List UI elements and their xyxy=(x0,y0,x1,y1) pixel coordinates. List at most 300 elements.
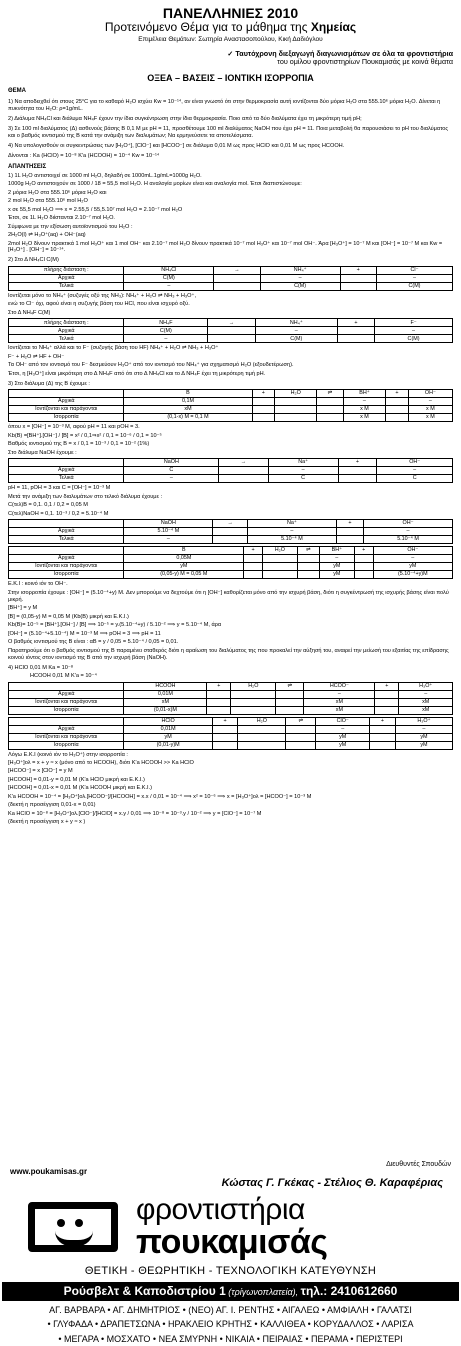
table-cell: → xyxy=(219,459,268,467)
text-line: [OH⁻] = (5.10⁻⁴+5.10⁻⁴) M = 10⁻³ M ⟹ pOH = 3 ⟹ pH = 11 xyxy=(8,630,161,637)
website-link[interactable]: www.poukamisas.gr xyxy=(10,1167,88,1176)
table-cell: – xyxy=(260,274,340,282)
table-cell: B xyxy=(124,390,252,398)
table-row xyxy=(9,698,453,706)
table-header-row xyxy=(9,319,453,327)
brand-logo xyxy=(28,1192,461,1261)
text-line: C(τελ)B = 0,1. 0,1 / 0,2 = 0,05 M xyxy=(8,502,88,509)
table-cell xyxy=(286,725,316,733)
table-cell xyxy=(208,327,256,335)
table-cell xyxy=(207,706,231,714)
table-cell: – xyxy=(316,725,370,733)
section-heading: ΟΞΕΑ – ΒΑΣΕΙΣ – ΙΟΝΤΙΚΗ ΙΣΟΡΡΟΠΙΑ xyxy=(147,72,314,83)
text-line: pH = 11, pOH = 3 και C = [OH⁻] = 10⁻³ M xyxy=(8,485,111,492)
table-cell xyxy=(262,571,297,579)
table-cell: (0,1-x) M = 0,1 M xyxy=(124,414,252,422)
table-cell: OH⁻ xyxy=(364,520,453,528)
question-4: 4) Να υπολογισθούν οι συγκεντρώσεις των [H₃O⁺], [ClO⁻] και [HCOO⁻] σε διάλυμα 0,01 M ως προς HClO και 0,01 M ως προς HCOOH. xyxy=(8,142,345,149)
table-cell xyxy=(9,547,124,555)
table-cell xyxy=(370,733,396,741)
table-row xyxy=(9,475,453,483)
table-cell: – xyxy=(376,274,452,282)
table-cell xyxy=(9,520,124,528)
text-line: Ο βαθμός ιοντισμού της B είναι : αB = y / 0,05 = 5.10⁻⁴ / 0,05 = 0,01. xyxy=(8,639,179,646)
table-cell: C xyxy=(268,475,338,483)
table-cell: 5.10⁻⁴ M xyxy=(124,528,213,536)
text-line: 1000g H₂O αντιστοιχούν σε 1000 / 18 = 55,5 mol H₂O. Η αναλογία μορίων είναι και αναλογία mol. Έτσι διαπιστώνουμε: xyxy=(8,181,302,188)
table-cell: + xyxy=(244,547,263,555)
directors-label: Διευθυντές Σπουδών xyxy=(386,1161,451,1168)
text-line: [HCOOH] = 0,01-y = 0,01 M (K'a HClO μικρή και Ε.Κ.Ι.) xyxy=(8,776,145,783)
text-line: (δεκτή η προσέγγιση x + y ≈ x ) xyxy=(8,819,86,826)
smiley-logo-icon xyxy=(28,1202,118,1252)
table-cell: x M xyxy=(408,414,452,422)
answer-4-table-2 xyxy=(8,717,453,750)
table-cell: Cl⁻ xyxy=(376,266,452,274)
table-row xyxy=(9,706,453,714)
table-row xyxy=(9,274,453,282)
address-bar xyxy=(2,1282,459,1301)
table-cell: yM xyxy=(319,563,354,571)
table-cell: – xyxy=(255,327,337,335)
table-cell: H₂O xyxy=(275,390,317,398)
table-cell: xM xyxy=(124,698,207,706)
text-line: Kb(B)= 10⁻⁵ = [BH⁺].[OH⁻] / [B] ⟹ 10⁻⁵ = y.(5.10⁻⁴+y) / 5.10⁻² ⟹ y = 5.10⁻⁴ M, άρα xyxy=(8,622,222,629)
table-cell xyxy=(214,282,260,290)
table-cell: NaOH xyxy=(124,459,219,467)
table-cell xyxy=(276,690,304,698)
table-cell: B xyxy=(124,547,244,555)
table-cell: H₂O xyxy=(262,547,297,555)
table-cell: – xyxy=(343,398,386,406)
table-cell: Ισορροπία xyxy=(9,741,124,749)
answer-3-text xyxy=(8,424,453,456)
text-line: F⁻ + H₂O ⇌ HF + OH⁻ xyxy=(8,353,65,360)
table-cell xyxy=(336,528,363,536)
table-cell: Αρχικά xyxy=(9,690,124,698)
text-line: Λόγω Ε.Κ.Ι (κοινό ιόν το H₃O⁺) στην ισορροπία : xyxy=(8,751,128,758)
note-line: του ομίλου φροντιστηρίων Πουκαμισάς με κοινά θέματα xyxy=(277,57,453,67)
text-line: Βαθμός ιοντισμού της B = x / 0,1 = 10⁻³ / 0,1 = 10⁻² (1%) xyxy=(8,441,150,448)
table-cell xyxy=(244,571,263,579)
table-cell: Ιοντίζονται και παράγονται xyxy=(9,698,124,706)
answer-2-table-2 xyxy=(8,318,453,343)
brand-line-2: πουκαμισάς xyxy=(136,1222,328,1261)
text-line: [H₃O⁺]ολ = x + y ≈ x (μόνο από το HCOOH), διότι K'a HCOOH >> Ka HClO xyxy=(8,760,194,766)
answer-3-table-2 xyxy=(8,458,453,483)
table-cell xyxy=(375,706,399,714)
text-line: ενώ το Cl⁻ όχι, αφού είναι η συζυγής βάση του HCl, που είναι ισχυρό οξύ. xyxy=(8,301,190,308)
answer-2-table-1 xyxy=(8,266,453,291)
table-row xyxy=(9,690,453,698)
table-row xyxy=(9,555,453,563)
table-cell xyxy=(354,563,373,571)
table-cell: yM xyxy=(316,741,370,749)
table-cell: + xyxy=(336,520,363,528)
table-row xyxy=(9,406,453,414)
table-cell: xM xyxy=(124,406,252,414)
table-cell: + xyxy=(386,390,409,398)
table-row xyxy=(9,327,453,335)
table-header-row xyxy=(9,520,453,528)
table-cell: C(M) xyxy=(124,274,214,282)
brand-line-1: φροντιστήρια xyxy=(136,1192,305,1226)
table-cell: NH₄F xyxy=(124,319,208,327)
table-cell: ⇌ xyxy=(286,717,316,725)
editors-line: Επιμέλεια Θεμάτων: Σωτηρία Αναστασοπούλου, Κική Δαδιόγλου xyxy=(138,35,323,43)
table-cell: C(M) xyxy=(255,335,337,343)
table-row xyxy=(9,528,453,536)
text-line: Ka HClO = 10⁻⁸ = [H₃O⁺]ολ.[ClO⁻]/[HClO] = x.y / 0,01 ⟹ 10⁻⁸ = 10⁻³.y / 10⁻² ⟹ y = [ClO⁻] = 10⁻⁷ M xyxy=(8,810,262,817)
table-cell: (0,05-y) M = 0,05 M xyxy=(124,571,244,579)
table-cell xyxy=(354,555,373,563)
text-line: (δεκτή η προσέγγιση 0,01-x = 0,01) xyxy=(8,802,96,809)
table-cell: + xyxy=(212,717,238,725)
text-line: Έτσι, η [H₃O⁺] είναι μικρότερη στο Δ NH₄F από ότι στο Δ NH₄Cl και το Δ NH₄F έχει τη μικρότερη τιμή pH. xyxy=(8,370,266,377)
table-cell: → xyxy=(208,319,256,327)
table-cell: Αρχικά xyxy=(9,327,124,335)
table-row xyxy=(9,733,453,741)
table-cell: Αρχικά xyxy=(9,725,124,733)
question-2: 2) Διάλυμα NH₄Cl και διάλυμα NH₄F έχουν την ίδια συγκέντρωση στην ίδια θερμοκρασία. Ποιο από τα δύο διαλύματα έχει τη μικρότερη τιμή pH; xyxy=(8,115,362,122)
table-cell: yM xyxy=(316,733,370,741)
text-line: ΑΓ. ΒΑΡΒΑΡΑ • ΑΓ. ΔΗΜΗΤΡΙΟΣ • (ΝΕΟ) ΑΓ. Ι. ΡΕΝΤΗΣ • ΑΙΓΑΛΕΩ • ΑΜΦΙΑΛΗ • ΓΑΛΑΤΣΙ xyxy=(49,1304,412,1315)
text-line: Στην ισορροπία έχουμε : [OH⁻] = (5.10⁻⁴+y) M. Δεν μπορούμε να δεχτούμε ότι η [OH⁻] καθορίζεται μόνο από την ισχυρή βάση, διότι η συγκέντρωσή της ισχυρής βάσης είναι πολύ μικρή. xyxy=(8,589,449,603)
table-cell: ⇌ xyxy=(297,547,319,555)
text-line: όπου x = [OH⁻] = 10⁻³ M, αφού pH = 11 και pOH = 3. xyxy=(8,424,140,431)
table-cell xyxy=(212,725,238,733)
table-cell: + xyxy=(354,547,373,555)
table-cell: C(M) xyxy=(375,335,453,343)
table-cell xyxy=(212,733,238,741)
table-cell xyxy=(375,698,399,706)
table-cell: – xyxy=(268,467,338,475)
address: Ρούσβελτ & Καποδιστρίου 1 xyxy=(63,1283,226,1298)
table-cell: x M xyxy=(408,406,452,414)
table-cell: (5.10⁻⁴+y)M xyxy=(373,571,452,579)
table-row xyxy=(9,398,453,406)
table-cell: + xyxy=(337,319,374,327)
table-cell: Τελικά xyxy=(9,335,124,343)
table-cell xyxy=(238,725,286,733)
text-line: [HCOO⁻] = x [ClO⁻] = y M xyxy=(8,768,73,775)
table-cell xyxy=(238,741,286,749)
table-cell xyxy=(297,563,319,571)
table-cell: xM xyxy=(399,706,453,714)
table-cell xyxy=(244,555,263,563)
table-cell: Τελικά xyxy=(9,475,124,483)
table-cell: – xyxy=(124,475,219,483)
table-row xyxy=(9,741,453,749)
table-cell: – xyxy=(124,536,213,544)
table-cell xyxy=(262,555,297,563)
table-cell xyxy=(370,741,396,749)
table-cell: Na⁺ xyxy=(247,520,336,528)
page-subtitle xyxy=(8,21,453,34)
document-page xyxy=(0,5,461,1344)
answer-2-head: 2) Στο Δ NH₄Cl C(M) xyxy=(8,257,59,264)
table-cell: x M xyxy=(343,414,386,422)
table-cell: – xyxy=(395,725,452,733)
table-cell: OH⁻ xyxy=(377,459,453,467)
text-line: Έτσι, σε 1L H₂O διίστανται 2.10⁻⁷ mol H₂O. xyxy=(8,215,115,222)
footer-top xyxy=(0,1161,461,1177)
text-line: C(τελ)NaOH = 0,1. 10⁻³ / 0,2 = 5.10⁻⁴ M xyxy=(8,510,109,517)
table-cell: yM xyxy=(395,733,452,741)
table-cell: xM xyxy=(304,706,375,714)
table-cell: xM xyxy=(399,698,453,706)
text-line: • ΜΕΓΑΡΑ • ΜΟΣΧΑΤΟ • ΝΕΑ ΣΜΥΡΝΗ • ΝΙΚΑΙΑ • ΠΕΙΡΑΙΑΣ • ΠΕΡΑΜΑ • ΠΕΡΙΣΤΕΡΙ xyxy=(58,1333,403,1344)
table-cell: πλήρης διάσταση : xyxy=(9,319,124,327)
table-cell xyxy=(276,706,304,714)
table-cell: + xyxy=(375,682,399,690)
answer-3-head: 3) Στο διάλυμα (Δ) της B έχουμε : xyxy=(8,380,90,387)
answer-3-table-1 xyxy=(8,389,453,422)
table-cell xyxy=(252,398,275,406)
table-cell xyxy=(386,414,409,422)
table-cell: H₂O xyxy=(238,717,286,725)
table-cell: 5.10⁻⁴ M xyxy=(247,536,336,544)
table-cell xyxy=(276,698,304,706)
table-cell xyxy=(370,725,396,733)
table-cell: + xyxy=(338,459,377,467)
answer-3-text-2 xyxy=(8,485,453,517)
table-header-row xyxy=(9,547,453,555)
table-cell xyxy=(262,563,297,571)
table-cell xyxy=(212,741,238,749)
question-3: 3) Σε 100 ml διαλύματος (Δ) ασθενούς βάσης B 0,1 M με pH = 11, προσθέτουμε 100 ml διαλύματος NaOH που έχει pH = 11. Ποια μεταβολή θα παρουσιάσει το pH του διαλύματος και ο βαθμός ιοντισμού της B κατά την ανάμιξη των διαλυμάτων; Να ερμηνεύσετε τα αποτελέσματα. xyxy=(8,125,449,139)
table-row xyxy=(9,563,453,571)
table-cell: H₂O xyxy=(231,682,276,690)
text-line: • ΓΛΥΦΑΔΑ • ΔΡΑΠΕΤΣΩΝΑ • ΗΡΑΚΛΕΙΟ ΚΡΗΤΗΣ • ΚΑΛΛΙΘΕΑ • ΚΟΡΥΔΑΛΛΟΣ • ΛΑΡΙΣΑ xyxy=(47,1319,414,1330)
answer-2-text xyxy=(8,293,453,317)
table-cell: BH⁺ xyxy=(319,547,354,555)
footer xyxy=(0,1161,461,1344)
table-cell: Αρχικά xyxy=(9,467,124,475)
table-header-row xyxy=(9,682,453,690)
table-cell: – xyxy=(247,528,336,536)
table-cell: Αρχικά xyxy=(9,555,124,563)
table-cell: yM xyxy=(124,563,244,571)
table-cell: Αρχικά xyxy=(9,274,124,282)
table-cell xyxy=(340,274,376,282)
table-cell: – xyxy=(399,690,453,698)
table-cell: Τελικά xyxy=(9,282,124,290)
text-line: x σε 55,5 mol H₂O ⟹ x = 2.55,5 / 55,5.10⁷ mol H₂O = 2.10⁻⁷ mol H₂O xyxy=(8,206,183,213)
page-title: ΠΑΝΕΛΛΗΝΙΕΣ 2010 xyxy=(162,5,299,21)
text-line: 2 μόρια H₂O στα 555.10⁶ μόρια H₂O και xyxy=(8,189,107,196)
answer-3-conclusion xyxy=(8,581,453,661)
subtitle-prefix: Προτεινόμενο Θέμα για το μάθημα της xyxy=(104,20,311,35)
table-cell: 0,01M xyxy=(124,725,212,733)
table-cell xyxy=(231,706,276,714)
table-cell xyxy=(231,690,276,698)
table-cell: + xyxy=(370,717,396,725)
table-cell: H₃O⁺ xyxy=(399,682,453,690)
table-cell: Αρχικά xyxy=(9,398,124,406)
table-cell: HCOO⁻ xyxy=(304,682,375,690)
table-cell xyxy=(317,398,343,406)
text-line: Στο Δ NH₄F C(M) xyxy=(8,309,51,316)
question-1: 1) Να αποδειχθεί ότι στους 25°C για το καθαρό H₂O ισχύει Kw = 10⁻¹⁴, αν είναι γνωστό ότι στην θερμοκρασία αυτή ιοντίζονται δύο μόρια H₂O στα 555.10⁶ μόρια H₂O. Δίνεται η πυκνότητα του H₂O: ρ=1g/mL. xyxy=(8,98,441,112)
text-line: 2 mol H₂O στα 555.10⁶ mol H₂O xyxy=(8,198,88,205)
table-cell: – xyxy=(304,690,375,698)
table-cell: 0,01M xyxy=(124,690,207,698)
table-cell xyxy=(244,563,263,571)
text-line: Στο διάλυμα NaOH έχουμε : xyxy=(8,449,77,456)
text-line: [HCOOH] = 0,01-x = 0,01 M (K'a HCOOH μικρή και Ε.Κ.Ι.) xyxy=(8,785,152,792)
table-cell: H₃O⁺ xyxy=(395,717,452,725)
table-cell: F⁻ xyxy=(375,319,453,327)
answer-2-conclusion xyxy=(8,345,453,377)
table-cell: 5.10⁻⁴ M xyxy=(364,536,453,544)
branch-areas xyxy=(0,1304,461,1346)
table-cell: C xyxy=(377,475,453,483)
text-line: Ε.Κ.Ι : κοινό ιόν το OH⁻. xyxy=(8,581,68,588)
table-cell: yM xyxy=(124,733,212,741)
table-cell xyxy=(275,406,317,414)
table-cell: yM xyxy=(373,563,452,571)
table-cell: ClO⁻ xyxy=(316,717,370,725)
table-cell xyxy=(337,335,374,343)
table-cell: – xyxy=(377,467,453,475)
table-cell xyxy=(286,741,316,749)
table-cell xyxy=(337,327,374,335)
table-cell: OH⁻ xyxy=(373,547,452,555)
table-row xyxy=(9,725,453,733)
table-cell: ⇌ xyxy=(276,682,304,690)
table-cell: xM xyxy=(304,698,375,706)
table-cell: BH⁺ xyxy=(343,390,386,398)
text-line: Μετά την ανάμιξη των διαλυμάτων στο τελικό διάλυμα έχουμε : xyxy=(8,493,163,500)
table-cell: πλήρης διάσταση : xyxy=(9,266,124,274)
table-cell: Ιοντίζονται και παράγονται xyxy=(9,406,124,414)
table-cell xyxy=(207,698,231,706)
table-cell: + xyxy=(252,390,275,398)
table-cell xyxy=(9,390,124,398)
table-cell: Ιοντίζονται και παράγονται xyxy=(9,733,124,741)
table-cell xyxy=(231,698,276,706)
table-cell: Na⁺ xyxy=(268,459,338,467)
text-line: [BH⁺] = y M xyxy=(8,605,38,612)
answer-4-table-1 xyxy=(8,682,453,715)
answer-3-table-4 xyxy=(8,546,453,579)
table-cell xyxy=(275,398,317,406)
answer-3-table-3 xyxy=(8,519,453,544)
text-line: Τα OH⁻ από τον ιοντισμό του F⁻ δεσμεύουν H₃O⁺ από τον ιοντισμό του NH₄⁺ για σχηματισμό H₂O (εξουδετέρωση). xyxy=(8,362,294,369)
text-line: Παρατηρούμε ότι ο βαθμός ιοντισμού της B παραμένει σταθερός διότι η αραίωση του διαλύματος της που προκαλεί την αύξησή του, αναιρεί την μείωσή του εξαιτίας της επίδρασης κοινού ιόντος στον ιοντισμό της B από την ισχυρή βάση (NaOH). xyxy=(8,647,449,661)
text-line: Σύμφωνα με την εξίσωση αυτοϊοντισμού του H₂O : xyxy=(8,223,133,230)
text-line: K'a HCOOH = 10⁻⁴ = [H₃O⁺]ολ.[HCOO⁻]/[HCOOH] = x.x / 0,01 = 10⁻⁴ ⟹ x² = 10⁻⁶ ⟹ x = [H₃O⁺]ολ = [HCOO⁻] = 10⁻³ M xyxy=(8,793,312,800)
table-cell: + xyxy=(340,266,376,274)
tagline: ΘΕΤΙΚΗ - ΘΕΩΡΗΤΙΚΗ - ΤΕΧΝΟΛΟΓΙΚΗ ΚΑΤΕΥΘΥΝΣΗ xyxy=(84,1264,377,1277)
table-cell xyxy=(297,555,319,563)
table-row xyxy=(9,335,453,343)
answer-4-head-2: HCOOH 0,01 M K'a = 10⁻⁴ xyxy=(30,673,97,680)
table-cell: – xyxy=(124,282,214,290)
table-row xyxy=(9,414,453,422)
table-cell: NH₄⁺ xyxy=(260,266,340,274)
table-cell xyxy=(9,459,124,467)
question-4-given: Δίνονται : Ka (HClO) = 10⁻⁸ K'a (HCOOH) = 10⁻⁴ Kw = 10⁻¹⁴ xyxy=(8,152,160,159)
table-cell xyxy=(213,536,248,544)
address-note: (τρίγωνοπλατεία), xyxy=(225,1286,301,1297)
table-cell xyxy=(386,406,409,414)
text-line: 1) 1L H₂O αντιστοιχεί σε 1000 ml H₂O, δηλαδή σε 1000mL.1g/mL=1000g H₂O. xyxy=(8,172,202,179)
table-cell xyxy=(317,414,343,422)
table-cell: Τελικά xyxy=(9,536,124,544)
table-cell: NaOH xyxy=(124,520,213,528)
table-cell: 0,05M xyxy=(124,555,244,563)
table-cell: C(M) xyxy=(376,282,452,290)
text-line: [B] = (0,05-y) M = 0,05 M (Kb(B) μικρή και Ε.Κ.Ι.) xyxy=(8,613,129,620)
table-row xyxy=(9,467,453,475)
table-cell: C(M) xyxy=(260,282,340,290)
answer-4-head: 4) HClO 0,01 M Ka = 10⁻⁸ xyxy=(8,664,74,671)
table-cell xyxy=(214,274,260,282)
table-cell: Ιοντίζονται και παράγονται xyxy=(9,563,124,571)
table-cell xyxy=(386,398,409,406)
answer-4-conclusion xyxy=(8,752,453,827)
table-cell: – xyxy=(364,528,453,536)
table-cell: Ισορροπία xyxy=(9,414,124,422)
table-cell: C xyxy=(124,467,219,475)
table-cell: OH⁻ xyxy=(408,390,452,398)
table-cell: – xyxy=(373,555,452,563)
text-line: Kb(B) =[BH⁺].[OH⁻] / [B] = x² / 0,1⇒x² / 0,1 = 10⁻⁶ / 0,1 = 10⁻⁵ xyxy=(8,432,162,439)
table-row xyxy=(9,571,453,579)
table-cell: → xyxy=(213,520,248,528)
table-cell xyxy=(336,536,363,544)
table-cell xyxy=(317,406,343,414)
table-cell xyxy=(297,571,319,579)
table-header-row xyxy=(9,459,453,467)
table-cell xyxy=(9,682,124,690)
table-cell xyxy=(238,733,286,741)
note-line: ✓ Ταυτόχρονη διεξαγωγή διαγωνισμάτων σε όλα τα φροντιστήρια xyxy=(227,48,453,58)
table-cell xyxy=(338,467,377,475)
table-cell xyxy=(340,282,376,290)
table-cell: ⇌ xyxy=(317,390,343,398)
table-cell xyxy=(9,717,124,725)
table-cell xyxy=(252,414,275,422)
table-cell: Ισορροπία xyxy=(9,571,124,579)
table-cell: – xyxy=(124,335,208,343)
table-cell xyxy=(354,571,373,579)
table-cell xyxy=(375,690,399,698)
table-cell: yM xyxy=(395,741,452,749)
answer-1 xyxy=(8,173,453,255)
table-cell: – xyxy=(375,327,453,335)
table-cell: yM xyxy=(319,571,354,579)
phone: τηλ.: 2410612660 xyxy=(300,1283,398,1298)
table-cell: + xyxy=(207,682,231,690)
table-cell: x M xyxy=(343,406,386,414)
table-cell: → xyxy=(214,266,260,274)
table-cell: 0,1M xyxy=(124,398,252,406)
text-line: 2H₂O(l) ⇌ H₃O⁺(aq) + OH⁻(aq) xyxy=(8,232,86,239)
subtitle-subject: Χημείας xyxy=(310,20,357,35)
table-cell xyxy=(208,335,256,343)
table-cell xyxy=(219,475,268,483)
text-line: 2mol H₂O δίνουν πρακτικά 1 mol H₃O⁺ και 1 mol OH⁻ και 2.10⁻⁷ mol H₂O δίνουν πρακτικά 10⁻⁷ mol H₃O⁺ και 10⁻⁷ mol OH⁻. Άρα [H₃O⁺] = 10⁻⁷ M και [OH⁻] = 10⁻⁷ M και Kw = [H₃O⁺] . [OH⁻] = 10⁻¹⁴. xyxy=(8,240,443,254)
table-cell: HCOOH xyxy=(124,682,207,690)
theme-label: ΘΕΜΑ xyxy=(8,88,26,95)
table-header-row xyxy=(9,717,453,725)
table-cell: HClO xyxy=(124,717,212,725)
table-cell: – xyxy=(319,555,354,563)
table-cell xyxy=(207,690,231,698)
